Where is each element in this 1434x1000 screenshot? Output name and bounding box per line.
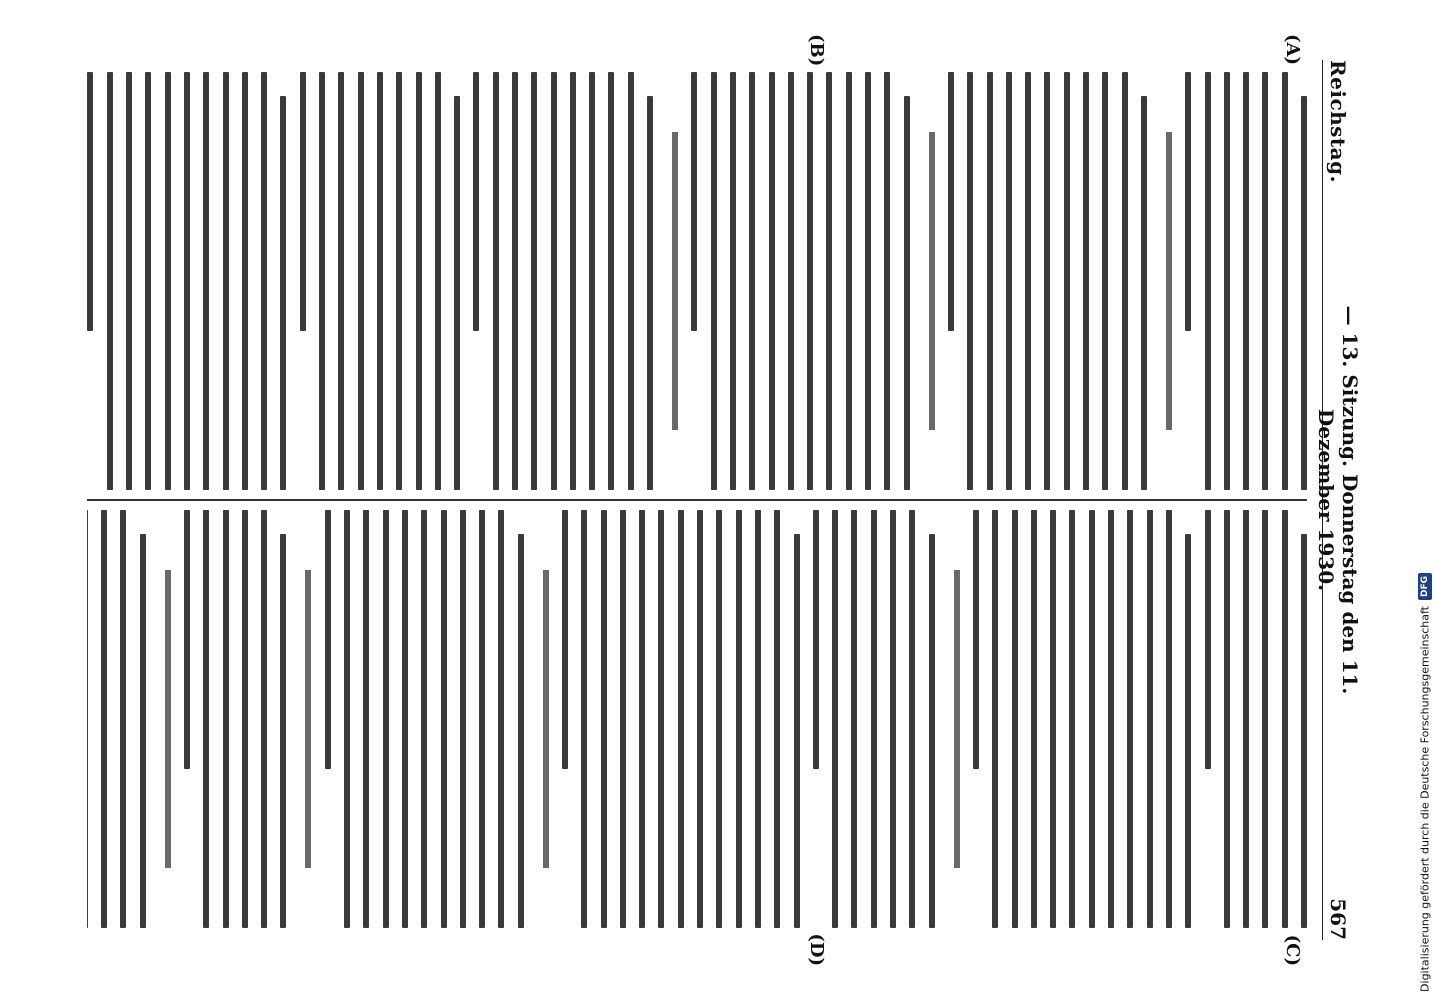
text-line <box>396 72 402 490</box>
text-line <box>589 72 595 490</box>
text-line <box>1224 510 1230 928</box>
credit-text: Digitalisierung gefördert durch die Deutsche Forschungsgemeinschaft <box>1418 606 1432 992</box>
text-line <box>1205 72 1211 490</box>
text-line <box>749 72 755 490</box>
text-line <box>1243 72 1249 490</box>
text-line <box>1031 510 1037 928</box>
text-line <box>120 510 126 928</box>
text-line <box>87 510 88 928</box>
text-line <box>1089 510 1095 928</box>
text-line <box>145 72 151 490</box>
text-line <box>473 72 479 331</box>
text-line <box>1006 72 1012 490</box>
text-line <box>531 72 537 490</box>
text-line <box>383 510 389 928</box>
text-line <box>1262 72 1268 490</box>
text-line <box>884 72 890 490</box>
header-title: Reichstag. <box>1326 60 1350 184</box>
text-line <box>846 72 852 490</box>
document-page <box>47 20 1387 980</box>
digitization-credit <box>1418 573 1432 992</box>
text-line <box>203 510 209 928</box>
text-line <box>441 510 447 928</box>
text-line <box>402 510 408 928</box>
text-line <box>223 72 229 490</box>
text-line <box>223 510 229 928</box>
interjection-line <box>1166 132 1172 430</box>
text-line <box>948 72 954 331</box>
text-line <box>261 72 267 490</box>
text-line <box>1050 510 1056 928</box>
text-line <box>1147 510 1153 928</box>
text-line <box>1064 72 1070 490</box>
text-line <box>101 510 107 928</box>
text-line <box>460 510 466 928</box>
text-line <box>1141 96 1147 490</box>
text-line <box>421 510 427 928</box>
text-column-right <box>87 510 1307 928</box>
text-line <box>788 72 794 490</box>
text-line <box>1185 72 1191 331</box>
text-line <box>794 534 800 928</box>
text-line <box>338 72 344 490</box>
text-line <box>697 510 703 928</box>
text-line <box>1127 510 1133 928</box>
dfg-logo: DFG <box>1418 573 1432 600</box>
text-line <box>929 534 935 928</box>
text-line <box>319 72 325 490</box>
text-line <box>736 510 742 928</box>
interjection-line <box>929 132 935 430</box>
text-line <box>184 510 190 769</box>
text-line <box>126 72 132 490</box>
text-line <box>242 510 248 928</box>
text-line <box>1083 72 1089 490</box>
text-line <box>1012 510 1018 928</box>
text-line <box>140 534 146 928</box>
text-line <box>242 72 248 490</box>
text-line <box>647 96 653 490</box>
text-line <box>774 510 780 928</box>
text-line <box>628 72 634 490</box>
text-line <box>479 510 485 928</box>
text-line <box>416 72 422 490</box>
text-line <box>973 510 979 769</box>
text-line <box>512 72 518 490</box>
text-line <box>300 72 306 331</box>
text-line <box>377 72 383 490</box>
text-line <box>691 72 697 331</box>
margin-marker-a: (A) <box>1282 34 1303 65</box>
text-line <box>1025 72 1031 490</box>
text-line <box>609 72 615 490</box>
text-line <box>261 510 267 928</box>
text-line <box>871 510 877 928</box>
text-line <box>435 72 441 490</box>
text-line <box>203 72 209 490</box>
text-line <box>280 96 286 490</box>
text-line <box>1069 510 1075 928</box>
text-line <box>518 534 524 928</box>
text-line <box>813 510 819 769</box>
text-line <box>184 72 190 490</box>
margin-marker-d: (D) <box>806 933 827 966</box>
text-line <box>562 510 568 769</box>
text-line <box>1205 510 1211 769</box>
text-line <box>165 72 171 490</box>
text-line <box>865 72 871 490</box>
interjection-line <box>954 570 960 868</box>
header-session: — 13. Sitzung. Donnerstag den 11. Dezember 1930. <box>1314 305 1362 695</box>
text-line <box>711 72 717 490</box>
text-line <box>1282 510 1288 928</box>
text-line <box>851 510 857 928</box>
text-line <box>358 72 364 490</box>
text-line <box>1243 510 1249 928</box>
text-line <box>1224 72 1230 490</box>
text-line <box>1262 510 1268 928</box>
text-line <box>1108 510 1114 928</box>
text-line <box>832 510 838 928</box>
text-line <box>769 72 775 490</box>
text-line <box>967 72 973 490</box>
text-line <box>87 72 93 331</box>
text-column-left <box>87 72 1307 490</box>
text-line <box>1102 72 1108 490</box>
text-line <box>581 510 587 928</box>
text-line <box>498 510 504 928</box>
margin-marker-b: (B) <box>806 34 827 67</box>
text-line <box>363 510 369 928</box>
text-line <box>639 510 645 928</box>
text-line <box>904 96 910 490</box>
text-line <box>493 72 499 490</box>
page-header <box>1314 60 1362 940</box>
text-line <box>1166 510 1172 928</box>
text-line <box>1122 72 1128 490</box>
margin-marker-c: (C) <box>1282 934 1303 966</box>
text-line <box>659 510 665 928</box>
text-line <box>1044 72 1050 490</box>
text-line <box>987 72 993 490</box>
text-line <box>992 510 998 928</box>
text-line <box>678 510 684 928</box>
text-line <box>1185 534 1191 928</box>
text-line <box>1301 96 1307 490</box>
column-divider <box>87 499 1307 501</box>
text-line <box>890 510 896 928</box>
text-line <box>280 534 286 928</box>
interjection-line <box>543 570 549 868</box>
text-line <box>601 510 607 928</box>
text-line <box>620 510 626 928</box>
text-line <box>454 96 460 490</box>
interjection-line <box>672 132 678 430</box>
text-line <box>755 510 761 928</box>
text-line <box>909 510 915 928</box>
interjection-line <box>305 570 311 868</box>
text-line <box>570 72 576 490</box>
text-line <box>551 72 557 490</box>
text-line <box>826 72 832 490</box>
page-number: 567 <box>1326 898 1350 940</box>
interjection-line <box>165 570 171 868</box>
text-line <box>807 72 813 490</box>
text-line <box>730 72 736 490</box>
text-line <box>1282 72 1288 490</box>
text-line <box>344 510 350 928</box>
text-line <box>716 510 722 928</box>
text-line <box>107 72 113 490</box>
text-line <box>325 510 331 769</box>
text-line <box>1301 534 1307 928</box>
